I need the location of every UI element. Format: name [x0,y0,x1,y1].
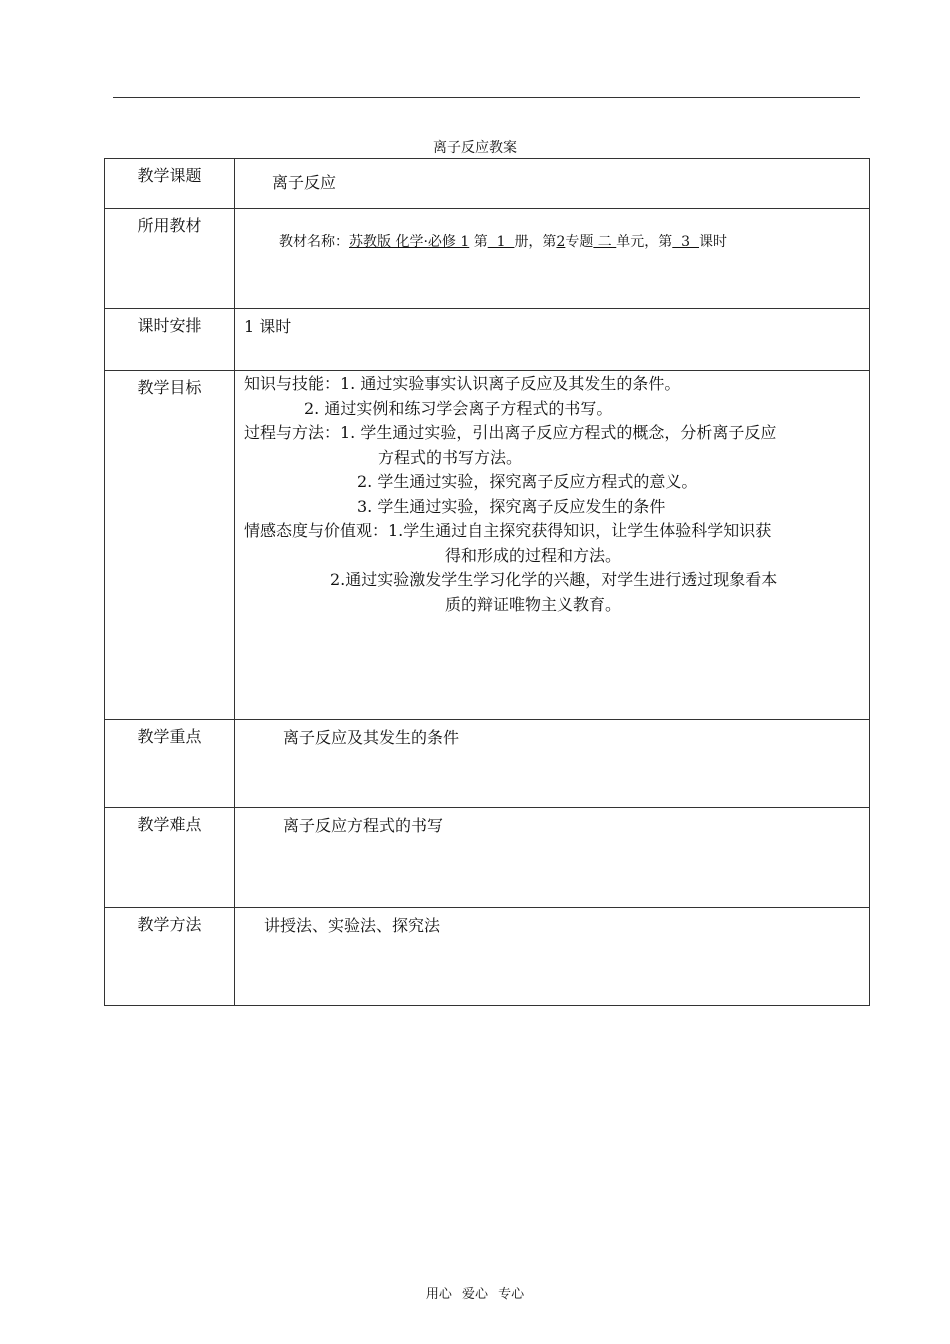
goal-line: 知识与技能：1. 通过实验事实认识离子反应及其发生的条件。 [244,374,681,393]
schedule-label: 课时安排 [105,309,235,371]
materials-label: 所用教材 [105,209,235,309]
goal-line: 2.通过实验激发学生学习化学的兴趣，对学生进行透过现象看本 [330,570,778,589]
materials-line [235,209,869,251]
volume-number: 1 [487,234,515,250]
difficulties-value: 离子反应方程式的书写 [283,816,444,835]
topic-label: 教学课题 [105,159,235,209]
goal-line: 2. 学生通过实验，探究离子反应方程式的意义。 [357,472,698,491]
table-row-goals [105,371,870,720]
footer-word: 专心 [498,1287,525,1302]
goal-line: 情感态度与价值观：1.学生通过自主探究获得知识，让学生体验科学知识获 [244,521,772,540]
goal-line: 得和形成的过程和方法。 [445,545,622,565]
header-rule [113,97,860,98]
unit-suffix: 单元，第 [616,234,673,250]
goals-label: 教学目标 [105,371,235,720]
goal-line: 2. 通过实例和练习学会离子方程式的书写。 [304,398,613,418]
footer-word: 用心 [425,1287,452,1302]
materials-prefix: 教材名称： [279,234,349,250]
schedule-value: 1 课时 [244,317,292,336]
goal-line: 过程与方法：1. 学生通过实验，引出离子反应方程式的概念，分析离子反应 [244,423,777,442]
book-name: 苏教版 化学·必修 1 [349,234,470,250]
volume-prefix: 第 [469,234,488,250]
goal-line: 方程式的书写方法。 [378,447,523,467]
key-points-label: 教学重点 [105,720,235,808]
goals-list [235,371,869,617]
footer-word: 爱心 [461,1287,488,1302]
unit-number: 二 [593,234,617,250]
table-row-topic [105,159,870,209]
topic-suffix: 专题 [565,234,594,250]
lesson-number: 3 [672,234,699,250]
difficulties-label: 教学难点 [105,808,235,908]
key-points-value: 离子反应及其发生的条件 [283,728,460,747]
document-title: 离子反应教案 [433,140,517,156]
page-footer [0,1283,950,1302]
topic-number: 2 [556,234,566,250]
lesson-plan-table [104,158,870,1006]
topic-value: 离子反应 [272,173,337,192]
volume-suffix: 册，第 [514,234,557,250]
table-row-methods [105,908,870,1006]
table-row-schedule [105,309,870,371]
goal-line: 质的辩证唯物主义教育。 [445,594,622,614]
table-row-materials [105,209,870,309]
table-row-key-points [105,720,870,808]
methods-value: 讲授法、实验法、探究法 [264,916,441,935]
methods-label: 教学方法 [105,908,235,1006]
lesson-suffix: 课时 [698,234,727,250]
goal-line: 3. 学生通过实验，探究离子反应发生的条件 [357,496,666,516]
table-row-difficulties [105,808,870,908]
